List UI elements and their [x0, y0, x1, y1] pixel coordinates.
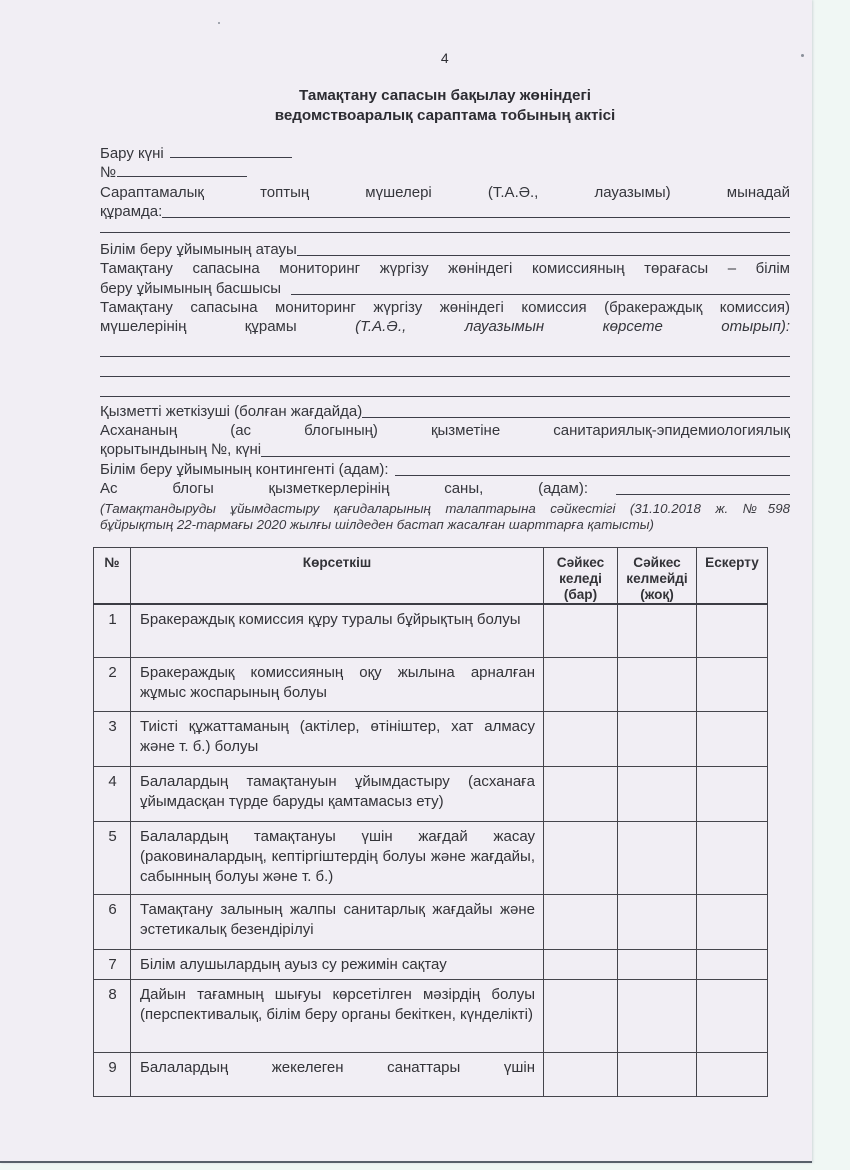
- form-line-staff-count: [100, 479, 790, 498]
- row-not-complies-cell: [618, 980, 697, 1053]
- form-line-members: [100, 317, 790, 336]
- org-name-label: Білім беру ұйымының атауы: [100, 241, 297, 259]
- row-note-cell: [697, 822, 768, 895]
- row-not-complies-cell: [618, 895, 697, 950]
- form-line-composition: [100, 202, 790, 221]
- row-num: 3: [94, 712, 131, 767]
- scan-speck: [801, 54, 804, 57]
- row-num: 2: [94, 658, 131, 712]
- form-line-org-head: [100, 279, 790, 298]
- table-row: [94, 980, 768, 1053]
- row-num: 4: [94, 767, 131, 822]
- row-complies-cell: [544, 658, 618, 712]
- row-not-complies-cell: [618, 712, 697, 767]
- form-line-act-number: [100, 163, 790, 182]
- row-complies-cell: [544, 822, 618, 895]
- form-line-conclusion: [100, 440, 790, 459]
- row-num: 5: [94, 822, 131, 895]
- act-number-label: №: [100, 164, 117, 182]
- header-num: №: [94, 547, 131, 604]
- row-not-complies-cell: [618, 658, 697, 712]
- header-indicator: Көрсеткіш: [131, 547, 544, 604]
- row-note-cell: [697, 980, 768, 1053]
- members-label: мүшелерінің құрамы: [100, 318, 297, 336]
- contingent-label: Білім беру ұйымының контингенті (адам):: [100, 460, 389, 478]
- row-not-complies-cell: [618, 822, 697, 895]
- composition-label: құрамда:: [100, 202, 163, 220]
- conclusion-blank: [261, 440, 790, 456]
- table-row: [94, 604, 768, 658]
- table-row: [94, 822, 768, 895]
- form-line-provider: [100, 402, 790, 421]
- contingent-blank: [395, 460, 790, 476]
- row-indicator: Балалардың жекелеген санаттары үшін: [131, 1053, 544, 1097]
- document-title-line2: ведомствоаралық сараптама тобының актісі: [274, 106, 616, 124]
- blank-write-line: [100, 357, 790, 377]
- form-line-expert-group: Сараптамалық топтың мүшелері (Т.А.Ә., лауазымы) мынадай: [100, 183, 790, 201]
- row-num: 8: [94, 980, 131, 1053]
- row-complies-cell: [544, 980, 618, 1053]
- row-complies-cell: [544, 604, 618, 658]
- form-line-visit-date: [100, 144, 790, 163]
- visit-date-blank: [170, 144, 292, 158]
- provider-label: Қызметті жеткізуші (болған жағдайда): [100, 402, 363, 420]
- row-num: 7: [94, 950, 131, 980]
- staff-count-blank: [616, 479, 790, 495]
- compliance-note-line1: (Тамақтандыруды ұйымдастыру қағидаларының талаптарына сәйкестігі (31.10.2018 ж. №598: [100, 501, 790, 517]
- row-num: 6: [94, 895, 131, 950]
- row-indicator: Балалардың тамақтануын ұйымдастыру (асханаға ұйымдасқан түрде баруды қамтамасыз ету): [131, 767, 544, 822]
- row-not-complies-cell: [618, 950, 697, 980]
- form-fields: [100, 144, 790, 1097]
- form-line-commission: Тамақтану сапасына мониторинг жүргізу жөніндегі комиссия (бракераждық комиссия): [100, 299, 790, 317]
- blank-write-line: [100, 221, 790, 233]
- row-note-cell: [697, 658, 768, 712]
- provider-blank: [362, 402, 790, 418]
- row-note-cell: [697, 604, 768, 658]
- members-note-italic: (Т.А.Ә., лауазымын көрсете отырып):: [355, 318, 790, 336]
- row-note-cell: [697, 950, 768, 980]
- row-indicator: Балалардың тамақтануы үшін жағдай жасау (раковиналардың, кептіргіштердің болуы және жағдайы, сабынның болуы және т. б.): [131, 822, 544, 895]
- table-row: [94, 712, 768, 767]
- row-num: 1: [94, 604, 131, 658]
- row-indicator: Бракераждық комиссияның оқу жылына арналған жұмыс жоспарының болуы: [131, 658, 544, 712]
- row-complies-cell: [544, 767, 618, 822]
- table-row: [94, 895, 768, 950]
- row-not-complies-cell: [618, 604, 697, 658]
- form-line-contingent: [100, 460, 790, 479]
- blank-write-line: [100, 337, 790, 357]
- compliance-note-line2: бұйрықтың 22-тармағы 2020 жылғы шілдеден бастап жасалған шарттарға қатысты): [100, 516, 654, 532]
- row-indicator: Білім алушылардың ауыз су режимін сақтау: [131, 950, 544, 980]
- table-row: [94, 767, 768, 822]
- row-note-cell: [697, 712, 768, 767]
- table-row: [94, 1053, 768, 1097]
- row-note-cell: [697, 767, 768, 822]
- header-complies: Сәйкес келеді (бар): [544, 547, 618, 604]
- table-row: [94, 950, 768, 980]
- act-number-blank: [117, 163, 247, 177]
- row-complies-cell: [544, 950, 618, 980]
- row-note-cell: [697, 1053, 768, 1097]
- visit-date-label: Бару күні: [100, 145, 164, 162]
- row-indicator: Тамақтану залының жалпы санитарлық жағдайы және эстетикалық безендірілуі: [131, 895, 544, 950]
- page-number: 4: [440, 50, 450, 66]
- row-complies-cell: [544, 712, 618, 767]
- document-title-line1: Тамақтану сапасын бақылау жөніндегі: [298, 87, 592, 104]
- header-not-complies: Сәйкес келмейді (жоқ): [618, 547, 697, 604]
- org-name-blank: [297, 240, 790, 256]
- staff-count-label: Ас блогы қызметкерлерінің саны, (адам):: [100, 479, 588, 497]
- row-note-cell: [697, 895, 768, 950]
- compliance-note: [100, 501, 790, 533]
- conclusion-label: қорытындының №, күні: [100, 441, 262, 459]
- header-note: Ескерту: [697, 547, 768, 604]
- row-complies-cell: [544, 895, 618, 950]
- form-line-org-name: [100, 240, 790, 259]
- composition-blank: [162, 202, 790, 218]
- row-indicator: Бракераждық комиссия құру туралы бұйрықтың болуы: [131, 604, 544, 658]
- document-title: [100, 86, 790, 125]
- org-head-label: беру ұйымының басшысы: [100, 279, 282, 297]
- row-num: 9: [94, 1053, 131, 1097]
- row-complies-cell: [544, 1053, 618, 1097]
- table-row: [94, 658, 768, 712]
- form-line-monitoring-chair: Тамақтану сапасына мониторинг жүргізу жөніндегі комиссияның төрағасы – білім: [100, 260, 790, 278]
- table-header-row: [94, 547, 768, 604]
- scan-speck: [218, 22, 220, 24]
- row-indicator: Тиісті құжаттаманың (актілер, өтініштер, хат алмасу және т. б.) болуы: [131, 712, 544, 767]
- row-not-complies-cell: [618, 1053, 697, 1097]
- form-line-sanitary: Асхананың (ас блогының) қызметіне санитариялық-эпидемиологиялық: [100, 421, 790, 439]
- row-not-complies-cell: [618, 767, 697, 822]
- org-head-blank: [291, 279, 790, 295]
- row-indicator: Дайын тағамның шығуы көрсетілген мәзірдің болуы (перспективалық, білім беру органы бекіткен, күнделікті): [131, 980, 544, 1053]
- inspection-table: [93, 547, 768, 1098]
- blank-write-line: [100, 377, 790, 397]
